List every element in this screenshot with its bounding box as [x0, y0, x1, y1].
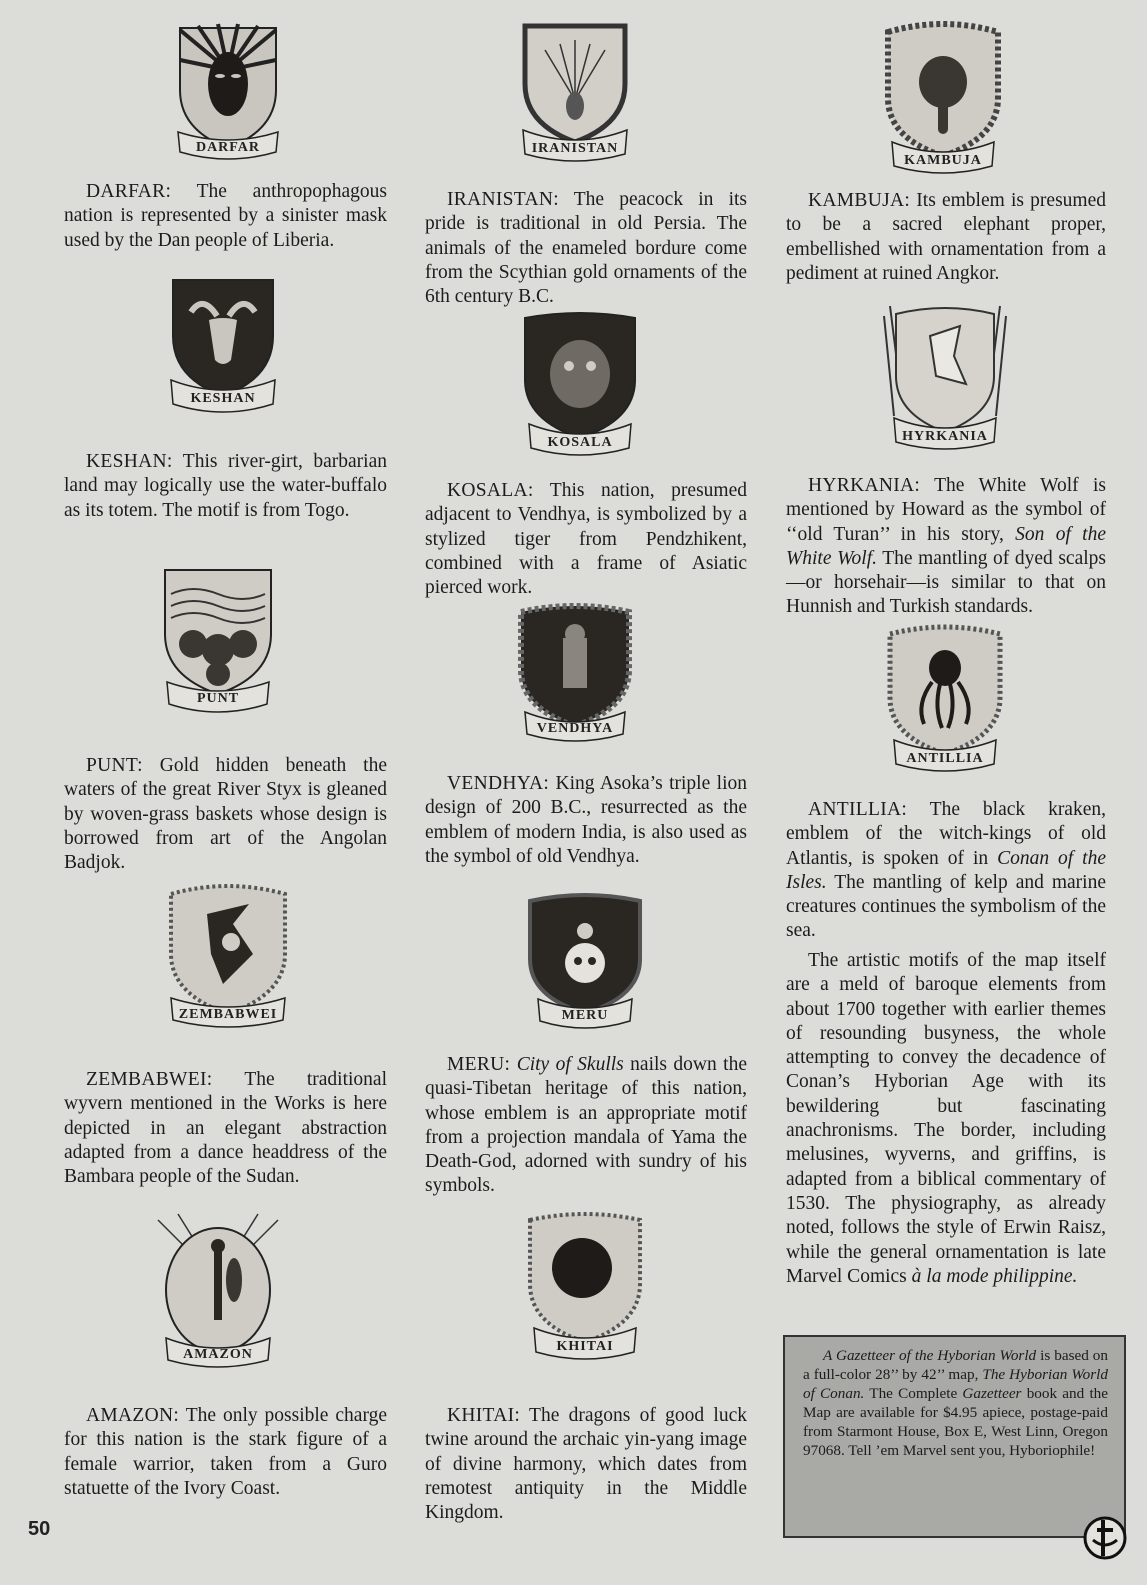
amazon-crest	[148, 1210, 288, 1370]
darfar-crest	[168, 20, 288, 170]
antillia-caption: ANTILLIA: The black kraken, emblem of the witch-kings of old Atlantis, is spoken of in Conan of the Isles. The mantling of kelp and marine creatures continues the symbolism of the sea.	[786, 799, 1106, 942]
gazetteer-info-box: A Gazetteer of the Hyborian World is based on a full-color 28’’ by 42’’ map, The Hyborian World of Conan. The Complete Gazetteer book and the Map are available for $4.95 apiece, postage-paid from Starmont House, Box E, West Linn, Oregon 97068. Tell ’em Marvel sent you, Hyboriophile!	[783, 1335, 1126, 1538]
darfar-banner-label: DARFAR	[195, 140, 261, 155]
zembabwei-caption: ZEMBABWEI: The traditional wyvern mentioned in the Works is here depicted in an elegant abstraction adapted from a dance headdress of the Bambara people of the Sudan.	[64, 1069, 387, 1188]
meru-caption: MERU: City of Skulls nails down the quasi-Tibetan heritage of this nation, whose emblem is an appropriate motif from a projection mandala of Yama the Death-God, adorned with sundry of his symbols.	[425, 1054, 747, 1197]
keshan-crest	[163, 276, 283, 426]
meru-banner-label: MERU	[561, 1008, 609, 1023]
kambuja-banner-label: KAMBUJA	[904, 153, 982, 168]
punt-banner-label: PUNT	[196, 691, 240, 706]
vendhya-crest	[505, 602, 645, 752]
iranistan-banner-label: IRANISTAN	[531, 141, 619, 156]
kambuja-caption: KAMBUJA: Its emblem is presumed to be a sacred elephant proper, embellished with ornamentation from a pediment at ruined Angkor.	[786, 190, 1106, 284]
vendhya-caption: VENDHYA: King Asoka’s triple lion design of 200 B.C., resurrected as the emblem of modern India, is also used as the symbol of old Vendhya.	[425, 773, 747, 867]
punt-crest	[153, 564, 283, 724]
kosala-crest	[515, 312, 645, 462]
kosala-banner-label: KOSALA	[547, 435, 613, 450]
keshan-banner-label: KESHAN	[190, 391, 256, 406]
khitai-crest	[520, 1212, 650, 1372]
iranistan-crest	[515, 20, 635, 170]
antillia-banner-label: ANTILLIA	[906, 751, 984, 766]
hyrkania-caption: HYRKANIA: The White Wolf is mentioned by Howard as the symbol of ‘‘old Turan’’ in his story, Son of the White Wolf. The mantling of dyed scalps—or horsehair—is similar to that on Hunnish and Turkish standards.	[786, 475, 1106, 618]
publisher-logo-icon	[1083, 1516, 1127, 1565]
hyrkania-banner-label: HYRKANIA	[902, 429, 988, 444]
zembabwei-banner-label: ZEMBABWEI	[178, 1007, 278, 1022]
amazon-caption: AMAZON: The only possible charge for this nation is the stark figure of a female warrior, taken from a Guro statuette of the Ivory Coast.	[64, 1405, 387, 1499]
page-number: 50	[28, 1518, 51, 1540]
punt-caption: PUNT: Gold hidden beneath the waters of the great River Styx is gleaned by woven-grass baskets whose design is borrowed from art of the Angolan Badjok.	[64, 755, 387, 874]
amazon-banner-label: AMAZON	[183, 1347, 253, 1362]
khitai-caption: KHITAI: The dragons of good luck twine around the archaic yin-yang image of divine harmony, which dates from remotest antiquity in the Middle Kingdom.	[425, 1405, 747, 1524]
keshan-caption: KESHAN: This river-girt, barbarian land may logically use the water-buffalo as its totem. The motif is from Togo.	[64, 451, 387, 521]
khitai-banner-label: KHITAI	[556, 1339, 614, 1354]
zembabwei-crest	[163, 884, 293, 1034]
meru-crest	[520, 893, 650, 1043]
hyrkania-crest	[870, 296, 1020, 466]
kambuja-crest	[878, 22, 1008, 182]
kosala-caption: KOSALA: This nation, presumed adjacent to Vendhya, is symbolized by a stylized tiger from Pendzhikent, combined with a frame of Asiatic pierced work.	[425, 480, 747, 599]
darfar-caption: DARFAR: The anthropophagous nation is represented by a sinister mask used by the Dan people of Liberia.	[64, 181, 387, 251]
map-motifs-paragraph: The artistic motifs of the map itself are a meld of baroque elements from about 1700 together with earlier themes of resounding busyness, the whole attempting to convey the decadence of Conan’s Hyborian Age with its bewildering but fascinating anachronisms. The border, including melusines, wyverns, and griffins, is adapted from a biblical commentary of 1530. The physiography, as already noted, follows the style of Erwin Raisz, while the general ornamentation is late Marvel Comics à la mode philippine.	[786, 950, 1106, 1287]
iranistan-caption: IRANISTAN: The peacock in its pride is traditional in old Persia. The animals of the enameled bordure come from the Scythian gold ornaments of the 6th century B.C.	[425, 189, 747, 308]
vendhya-banner-label: VENDHYA	[536, 721, 614, 736]
antillia-crest	[880, 624, 1010, 784]
